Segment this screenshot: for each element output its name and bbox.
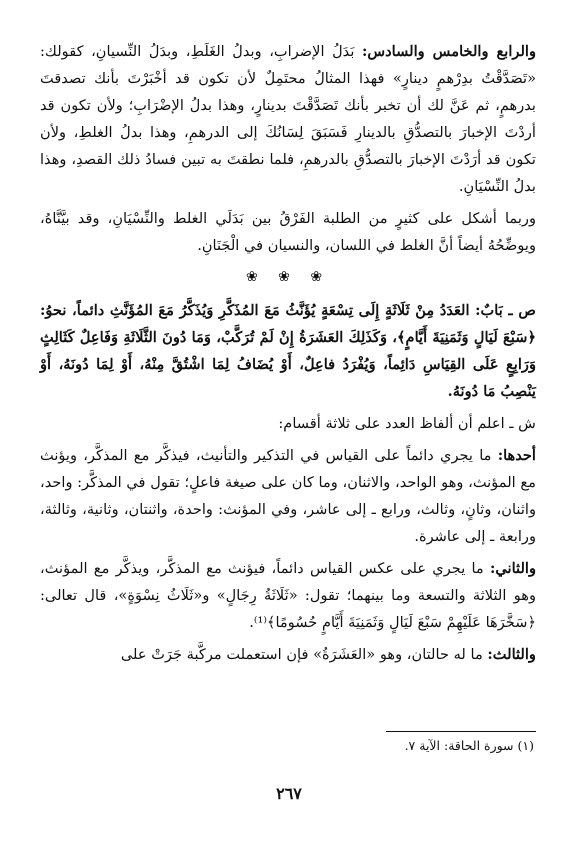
paragraph-text: ش ـ اعلم أن ألفاظ العدد على ثلاثة أقسام:: [278, 415, 536, 432]
paragraph-second-category: [40, 555, 536, 636]
paragraph-lead: والثاني:: [489, 560, 536, 577]
footnote-divider: [386, 731, 536, 732]
paragraph-text: وربما أشكل على كثيرٍ من الطلبة الفَرْقُ بين بَدَلَي الغلط والنِّسْيَانِ، وقد بيَّنَّاهُ، ويوضِّحُهُ أيضاً أنَّ الغلط في اللسان، والنسيان في الْجَنَانِ.: [40, 210, 536, 254]
paragraph-lead: والرابع والخامس والسادس:: [361, 43, 537, 60]
paragraph-lead: أحدها:: [497, 447, 536, 464]
paragraph-text: ما يجري على عكس القياس دائماً، فيؤنث مع المذكَّر، ويذكَّر مع المؤنث، وهو الثلاثة والتسعة وما بينهما؛ تقول: «ثَلَاثَةُ رِجَالٍ» و«ثَلَاثُ نِسْوَةٍ»، قال تعالى: ﴿سَخَّرَهَا عَلَيْهِمْ سَبْعَ لَيَالٍ وَثَمَنِيَةَ أَيَّامٍ حُسُومًا﴾⁽¹⁾.: [40, 560, 536, 631]
paragraph-text: ما له حالتان، وهو «العَشَرَةُ» فإن استعملت مركَّبة جَرَتْ على: [120, 646, 483, 663]
paragraph-third-category: [40, 641, 536, 668]
page-number: ٢٦٧: [276, 784, 302, 803]
paragraph-text: ص ـ بَابٌ: العَدَدُ مِنْ ثَلَاثَةٍ إِلَى تِسْعَةٍ يُؤَنَّثُ مَعَ المُذَكَّرِ وَيُذَكَّرُ مَعَ المُؤَنَّثِ دائماً، نحوُ: ﴿سَبْعَ لَيَالٍ وَثَمَنِيَةَ أَيَّامٍ﴾، وَكَذَلِكَ العَشَرَةُ إِنْ لَمْ تُرَكَّبْ، وَمَا دُونَ الثَّلَاثَةِ وَفَاعِلٌ كَثَالِثٍ وَرَابِعٍ عَلَى القِيَاسِ دَائِماً، وَيُفْرَدُ فاعِلٌ، أَوْ يُضَافُ لِمَا اشْتُقَّ مِنْهُ، أَوْ لِمَا دُونَهُ، أَوْ يَنْصِبُ مَا دُونَهُ.: [40, 302, 536, 400]
section-separator: ❀ ❀ ❀: [245, 269, 331, 285]
footnote: (١) سورة الحاقة: الآية ٧.: [404, 738, 534, 753]
paragraph-first-category: [40, 442, 536, 550]
paragraph-matn-chapter: [40, 297, 536, 405]
paragraph-distinction: [40, 205, 536, 259]
paragraph-sharh-intro: [40, 410, 536, 437]
paragraph-lead: والثالث:: [487, 646, 536, 663]
paragraph-badal-types: [40, 38, 536, 200]
paragraph-text: ما يجري دائماً على القياس في التذكير والتأنيث، فيذكَّر مع المذكَّر، ويؤنث مع المؤنث، وهو الواحد، والاثنان، وما كان على صيغة فاعلٍ؛ تقول في المذكَّر: واحد، واثنان، وثانٍ، وثالث، ورابع ـ إلى عاشر، وفي المؤنث: واحدة، واثنتان، وثانية، وثالثة، ورابعة ـ إلى عاشرة.: [40, 447, 536, 545]
page-body: [40, 38, 536, 673]
paragraph-text: بَدَلُ الإضرابِ، وبدلُ الغَلَطِ، وبدَلُ النِّسيانِ، كقولك: «تَصَدَّقْتُ بدِرْهمٍ دينارٍ» فهذا المثالُ محتَمِلٌ لأن تكون قد أخْبَرْتَ بأنك تصدقتَ بدرهمٍ، ثم عَنَّ لك أن تخبر بأنك تَصَدَّقْتَ بدينارٍ، وهذا بدلُ الإضْرَابِ؛ ولأن تكون قد أردْتَ الإخبارَ بالتصدُّقِ بالدينارِ فَسَبَقَ لِسَانُكَ إلى الدرهمِ، وهذا بدلُ الغلطِ، ولأن تكون قد أرَدْتَ الإخبارَ بالتصدُّقِ بالدرهمِ، فلما نطقتَ به تبين فسادُ ذلك القصدِ، وهذا بدلُ النِّسْيَانِ.: [40, 43, 536, 195]
